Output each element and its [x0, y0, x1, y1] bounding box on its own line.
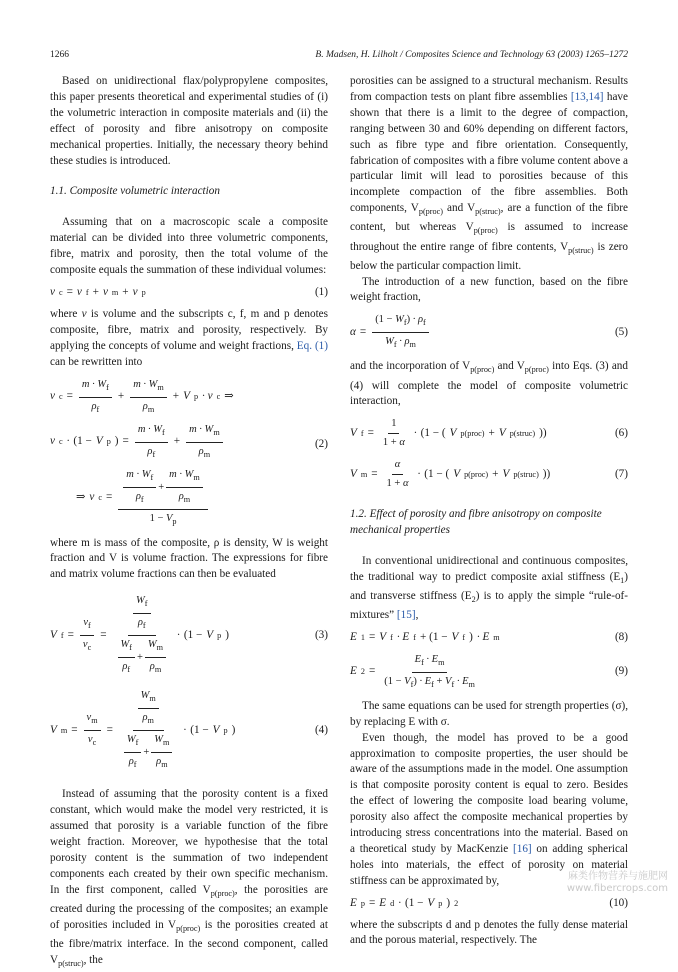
citation-16[interactable]: [16] — [513, 842, 532, 855]
assume-paragraph: Assuming that on a macroscopic scale a composite material can be divided into three volumetric components, fibre, matrix and porosity, then the total volume of the composite equals the summation of these individual volumes: — [50, 216, 328, 277]
equation-7: V m = $\frac{\alpha}{1 + \alpha}$ · (1 − ( V p(proc) + V p(struc) )) (7) — [350, 459, 628, 490]
new-function-paragraph: The introduction of a new function, based on the fibre weight fraction, — [350, 275, 628, 304]
section-1-2-heading: 1.2. Effect of porosity and fibre anisotropy on composite mechanical properties — [350, 507, 602, 536]
page-number: 1266 — [50, 50, 69, 60]
where-paragraph-1: where v is volume and the subscripts c, f, m and p denotes composite, fibre, matrix and porosity, respectively. By applying the concepts of volume and weight fractions, Eq. (1) can be rewritten into — [50, 307, 328, 368]
journal-citation: B. Madsen, H. Lilholt / Composites Science and Technology 63 (2003) 1265–1272 — [315, 50, 628, 60]
equation-4: V m = $\frac{v_m}{v_c}$ = $\frac{W_m}{\rho_m}$ $\frac{W_f}{\rho_f}$ + $\frac{W_m}{\rho_m}$ · (1 − V p ) (4) — [50, 690, 328, 770]
watermark — [567, 871, 668, 895]
conventional-paragraph: In conventional unidirectional and continuous composites, the traditional way to predict composite axial stiffness $(E_1)$ and transverse stiffness $(E_2)$ is to apply the simple “rule-of-mixtures” [15], — [350, 554, 628, 621]
even-though-paragraph: Even though, the model has proved to be a good approximation to composite properties, the user should be aware of the assumptions made in the model. One assumption is that composite porosity content is equal to zero. Besides the effect of lowering the composite load bearing volume, porosity also affect the composite mechanical properties by introducing stress concentrations into the material. Based on a theoretical study by MacKenzie [16] on adding spherical holes into materials, the effect of porosity on material stiffness can be approximated by, — [350, 731, 628, 887]
equation-5-number: (5) — [614, 325, 628, 338]
equation-1-number: (1) — [314, 285, 328, 298]
equation-4-number: (4) — [314, 723, 328, 736]
instead-paragraph: Instead of assuming that the porosity content is a fixed constant, which would make the model very restricted, it is assumed that porosity is a variable function of the fibre weight fraction. Moreover, we hypothesise that the total porosity content is the summation of two independent components each created by their own specific mechanism. In the first component, called $V_{p(proc)}$, the porosities are created during the processing of the composites; an example of porosities included in $V_{p(proc)}$ is the porosities created at the fibre/matrix interface. In the second component, called $V_{p(struc)}$, the — [50, 788, 328, 968]
equation-1: v c = v f + v m + v p (1) — [50, 285, 328, 301]
equation-3-number: (3) — [314, 628, 328, 641]
where-paragraph-2: where m is mass of the composite, ρ is density, W is weight fraction and V is volume fraction. The expressions for fibre and matrix volume fractions can then be evaluated — [50, 536, 328, 581]
equation-8: E 1 = V f · E f + (1 − V f ) · E m (8) — [350, 630, 628, 646]
subscripts-paragraph: where the subscripts d and p denotes the fully dense material and the porous material, respectively. The — [350, 918, 628, 947]
watermark-line-2: www.fibercrops.com — [566, 883, 668, 894]
section-1-1-heading: 1.1. Composite volumetric interaction — [50, 185, 220, 198]
equation-10-number: (10) — [609, 896, 628, 909]
equation-7-number: (7) — [614, 467, 628, 480]
equation-5: α = $\frac{(1 - W_f) \cdot \rho_f}{W_f \cdot \rho_m}$ (5) — [350, 314, 628, 350]
left-column — [50, 74, 328, 972]
equation-8-number: (8) — [614, 630, 628, 643]
running-head — [50, 50, 628, 64]
equation-2-number: (2) — [314, 437, 328, 450]
citation-15[interactable]: [15] — [396, 608, 416, 621]
same-equations-paragraph: The same equations can be used for strength properties (σ), by replacing E with σ. — [350, 699, 628, 728]
continued-paragraph: porosities can be assigned to a structural mechanism. Results from compaction tests on plant fibre assemblies [13,14] have shown that there is a limit to the degree of compaction, ranging between 30 and 60% depending on different factors, such as fibre type and fibre orientation. Consequently, fabrication of composites with a fibre volume content above a particular limit will lead to porosities because of this incomplete compaction of the fibre assemblies. Both components, $V_{p(proc)}$ and $V_{p(struc)}$, are a function of the fibre content, but whereas $V_{p(proc)}$ is assumed to increase throughout the entire range of fibre contents, $V_{p(struc)}$ is zero below the particular compaction limit. — [350, 75, 628, 272]
incorporation-paragraph: and the incorporation of $V_{p(proc)}$ and $V_{p(proc)}$ into Eqs. (3) and (4) will complete the model of composite volumetric interaction, — [350, 360, 628, 408]
equation-6: V f = $\frac{1}{1 + \alpha}$ · (1 − ( V p(proc) + V p(struc) )) (6) — [350, 418, 628, 449]
watermark-line-1: 麻类作物营养与施肥网 — [568, 871, 668, 882]
equation-3: V f = $\frac{v_f}{v_c}$ = $\frac{W_f}{\rho_f}$ $\frac{W_f}{\rho_f}$ + $\frac{W_m}{\rho_m}$ · (1 − V p ) (3) — [50, 595, 328, 675]
equation-2: v c = $\frac{m \cdot W_f}{\rho_f}$ + $\frac{m \cdot W_m}{\rho_m}$ + V p · v c ⇒ v c · (1 − V p ) = $\frac{m \cdot W_f}{\rho_f}$ + $\frac{m \cdot W_m}{\rho_m}$ ⇒ v c = $\frac{m \cdot W_f}{\rho_f}$ + $\frac{m \cdot W_m}{\rho_m}$ $1 - V_p$ (2) — [50, 378, 328, 526]
right-column — [350, 74, 628, 949]
citation-13-14[interactable]: [13,14] — [570, 90, 604, 103]
eq1-link[interactable]: Eq. (1) — [296, 339, 328, 352]
equation-10: E p = E d · (1 − V p ) 2 (10) — [350, 896, 628, 912]
equation-6-number: (6) — [614, 426, 628, 439]
equation-9-number: (9) — [614, 665, 628, 678]
intro-paragraph: Based on unidirectional flax/polypropylene composites, this paper presents theoretical and experimental studies of (i) the volumetric interaction in composite materials and (ii) the effect of porosity and fibre anisotropy on composite mechanical properties. Initially, the necessary theory behind these studies is introduced. — [50, 75, 328, 167]
equation-9: E 2 = $\frac{E_f \cdot E_m}{(1 - V_f) \cdot E_f + V_f \cdot E_m}$ (9) — [350, 653, 628, 689]
